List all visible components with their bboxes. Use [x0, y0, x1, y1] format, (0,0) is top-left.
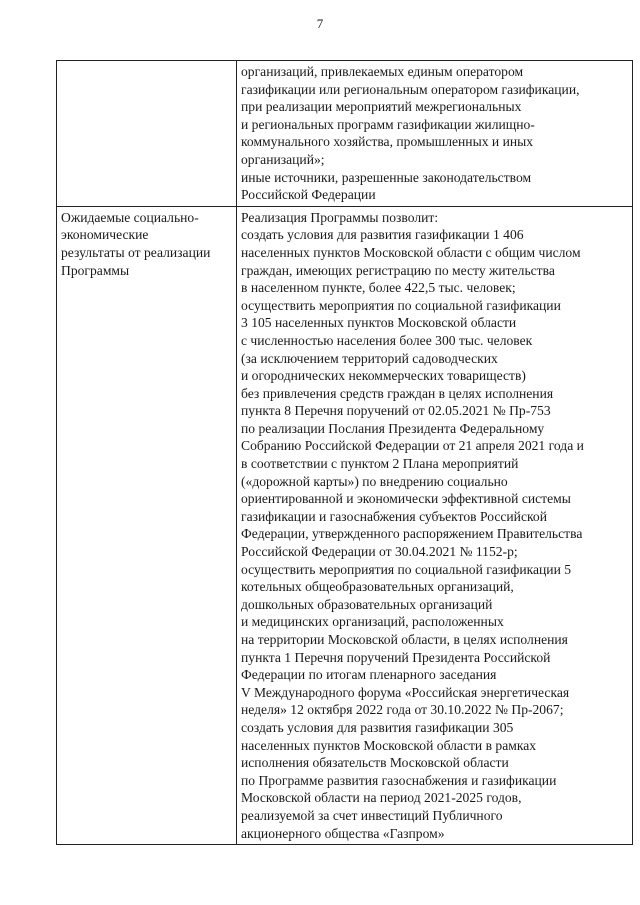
content-line: при реализации мероприятий межрегиональных: [241, 99, 522, 115]
content-line: (за исключением территорий садоводческих: [241, 350, 498, 366]
row-label-cell: [57, 206, 237, 844]
content-line: создать условия для развития газификации 305: [241, 719, 514, 735]
label-line: Программы: [61, 262, 130, 278]
content-line: пункта 1 Перечня поручений Президента Российской: [241, 649, 551, 665]
content-line: Федерации, утвержденного распоряжением Правительства: [241, 526, 583, 542]
content-line: V Международного форума «Российская энергетическая: [241, 684, 570, 700]
content-line: дошкольных образовательных организаций: [241, 596, 493, 612]
content-line: ориентированной и экономически эффективной системы: [241, 491, 571, 507]
content-line: Собранию Российской Федерации от 21 апреля 2021 года и: [241, 438, 584, 454]
content-line: реализуемой за счет инвестиций Публичного: [241, 807, 503, 823]
content-line: осуществить мероприятия по социальной газификации 5: [241, 561, 572, 577]
content-line: создать условия для развития газификации 1 406: [241, 227, 524, 243]
content-line: граждан, имеющих регистрацию по месту жительства: [241, 262, 555, 278]
row-content-cell: [237, 61, 633, 207]
content-line: в населенном пункте, более 422,5 тыс. человек;: [241, 280, 516, 296]
content-line: населенных пунктов Московской области в рамках: [241, 737, 537, 753]
content-line: по реализации Послания Президента Федеральному: [241, 420, 545, 436]
content-line: Реализация Программы позволит:: [241, 209, 439, 225]
content-line: неделя» 12 октября 2022 года от 30.10.2022 № Пр-2067;: [241, 702, 564, 718]
content-line: с численностью населения более 300 тыс. человек: [241, 332, 533, 348]
program-passport-table: [56, 60, 633, 845]
table-row: [57, 61, 633, 207]
content-line: без привлечения средств граждан в целях исполнения: [241, 385, 554, 401]
content-line: организаций, привлекаемых единым оператором: [241, 64, 524, 79]
label-line: экономические: [61, 227, 149, 243]
content-line: иные источники, разрешенные законодательством: [241, 169, 532, 185]
content-line: Российской Федерации от 30.04.2021 № 1152-р;: [241, 544, 518, 560]
content-line: 3 105 населенных пунктов Московской области: [241, 315, 517, 331]
content-line: исполнения обязательств Московской области: [241, 755, 509, 771]
content-line: и региональных программ газификации жилищно-: [241, 116, 535, 132]
content-line: пункта 8 Перечня поручений от 02.05.2021 № Пр-753: [241, 403, 551, 419]
content-line: по Программе развития газоснабжения и газификации: [241, 772, 557, 788]
label-line: Ожидаемые социально-: [61, 209, 199, 225]
content-line: населенных пунктов Московской области с общим числом: [241, 244, 581, 260]
content-line: и огороднических некоммерческих товариществ): [241, 368, 526, 384]
content-line: акционерного общества «Газпром»: [241, 825, 445, 841]
content-line: коммунального хозяйства, промышленных и иных: [241, 134, 534, 150]
label-line: результаты от реализации: [61, 244, 211, 260]
table-row: [57, 206, 633, 844]
content-line: организаций»;: [241, 151, 325, 167]
content-line: газификации или региональным оператором газификации,: [241, 81, 580, 97]
content-line: котельных общеобразовательных организаций,: [241, 579, 514, 595]
content-line: Московской области на период 2021-2025 годов,: [241, 790, 522, 806]
content-line: («дорожной карты») по внедрению социально: [241, 473, 508, 489]
row-content-cell: [237, 206, 633, 844]
content-line: на территории Московской области, в целях исполнения: [241, 632, 568, 647]
row-label-cell: [57, 61, 237, 207]
content-line: и медицинских организаций, расположенных: [241, 614, 504, 630]
content-line: Российской Федерации: [241, 187, 376, 203]
content-line: в соответствии с пунктом 2 Плана мероприятий: [241, 456, 519, 472]
content-line: Федерации по итогам пленарного заседания: [241, 667, 497, 683]
content-line: осуществить мероприятия по социальной газификации: [241, 297, 561, 313]
content-line: газификации и газоснабжения субъектов Российской: [241, 508, 547, 524]
page-number: 7: [316, 16, 324, 31]
